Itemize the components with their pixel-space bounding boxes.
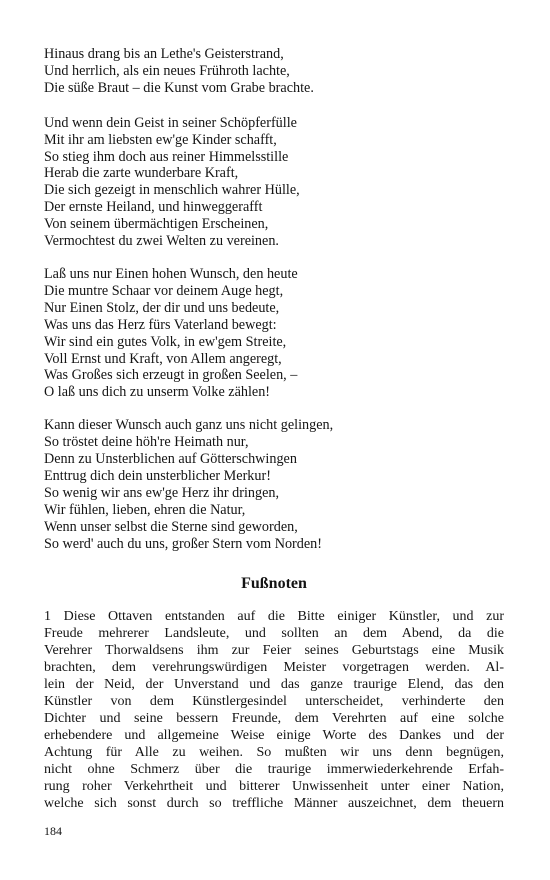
verse-line: Die süße Braut – die Kunst vom Grabe brachte. <box>44 79 314 96</box>
footnote-line: Verehrer Thorwaldsens ihm zur Feier seines Geburtstags eine Musik <box>44 643 504 659</box>
verse-line: Enttrug dich dein unsterblicher Merkur! <box>44 467 271 484</box>
verse-line: So wenig wir ans ew'ge Herz ihr dringen, <box>44 484 280 501</box>
footnote-line: 1 Diese Ottaven entstanden auf die Bitte einiger Künstler, und zur <box>44 609 504 625</box>
footnotes-heading: Fußnoten <box>241 575 307 593</box>
verse-line: Der ernste Heiland, und hinweggerafft <box>44 199 263 216</box>
verse-line: Mit ihr am liebsten ew'ge Kinder schafft, <box>44 131 277 148</box>
verse-line: Und herrlich, als ein neues Frühroth lachte, <box>44 62 290 79</box>
verse-line: Und wenn dein Geist in seiner Schöpferfülle <box>44 114 297 131</box>
footnote-line: Achtung für Alle zu weihen. So mußten wir uns denn begnügen, <box>44 745 504 761</box>
verse-line: Laß uns nur Einen hohen Wunsch, den heute <box>44 265 298 282</box>
verse-line: Hinaus drang bis an Lethe's Geisterstrand, <box>44 46 284 62</box>
verse-line: So stieg ihm doch aus reiner Himmelsstille <box>44 148 289 165</box>
verse-line: Wenn unser selbst die Sterne sind geworden, <box>44 518 298 535</box>
footnote-line: nicht ohne Schmerz über die traurige immerwiederkehrende Erfah- <box>44 762 504 778</box>
verse-line: Was uns das Herz fürs Vaterland bewegt: <box>44 316 277 333</box>
verse-line: Wir sind ein gutes Volk, in ew'gem Streite, <box>44 333 287 350</box>
page-number: 184 <box>44 824 62 838</box>
verse-line: Kann dieser Wunsch auch ganz uns nicht gelingen, <box>44 417 334 434</box>
stanza <box>44 46 504 97</box>
page-content <box>44 46 504 812</box>
stanza <box>44 266 504 401</box>
verse-line: Die sich gezeigt in menschlich wahrer Hülle, <box>44 182 300 199</box>
verse-line: Wir fühlen, lieben, ehren die Natur, <box>44 501 246 518</box>
verse-line: Denn zu Unsterblichen auf Götterschwingen <box>44 451 297 468</box>
verse-line: Von seinem übermächtigen Erscheinen, <box>44 216 269 233</box>
footnote-line: Freude mehrerer Landsleute, und sollten an dem Abend, da die <box>44 626 504 642</box>
verse-line: Die muntre Schaar vor deinem Auge hegt, <box>44 282 284 299</box>
verse-line: So werd' auch du uns, großer Stern vom Norden! <box>44 535 322 552</box>
verse-line: Was Großes sich erzeugt in großen Seelen, – <box>44 367 298 384</box>
footnote-line: Künstler von dem Künstlergesindel unterscheidet, verhinderte den <box>44 694 504 710</box>
footnote-line: brachten, dem verehrungswürdigen Meister vorgetragen werden. Al- <box>44 660 504 676</box>
stanza <box>44 417 504 552</box>
footnote-text <box>44 608 504 812</box>
stanza <box>44 115 504 250</box>
verse-line: O laß uns dich zu unserm Volke zählen! <box>44 384 271 401</box>
footnote-line: Dichter und seine bessern Freunde, dem Verehrten auf eine solche <box>44 711 504 727</box>
footnote-line: welche sich sonst durch so treffliche Männer auszeichnet, dem theuern <box>44 796 504 812</box>
verse-line: Herab die zarte wunderbare Kraft, <box>44 165 239 182</box>
footnote-line: rung roher Verkehrtheit und bitterer Unwissenheit unter einer Nation, <box>44 779 504 795</box>
verse-line: Voll Ernst und Kraft, von Allem angeregt, <box>44 350 282 367</box>
verse-line: So tröstet deine höh're Heimath nur, <box>44 434 249 451</box>
footnote-line: erhebendere und allgemeine Weise einige Worte des Dankes und der <box>44 728 504 744</box>
verse-line: Nur Einen Stolz, der dir und uns bedeute, <box>44 299 280 316</box>
verse-line: Vermochtest du zwei Welten zu vereinen. <box>44 233 279 250</box>
footnote-line: lein der Neid, der Unverstand und das ganze traurige Elend, das den <box>44 677 504 693</box>
